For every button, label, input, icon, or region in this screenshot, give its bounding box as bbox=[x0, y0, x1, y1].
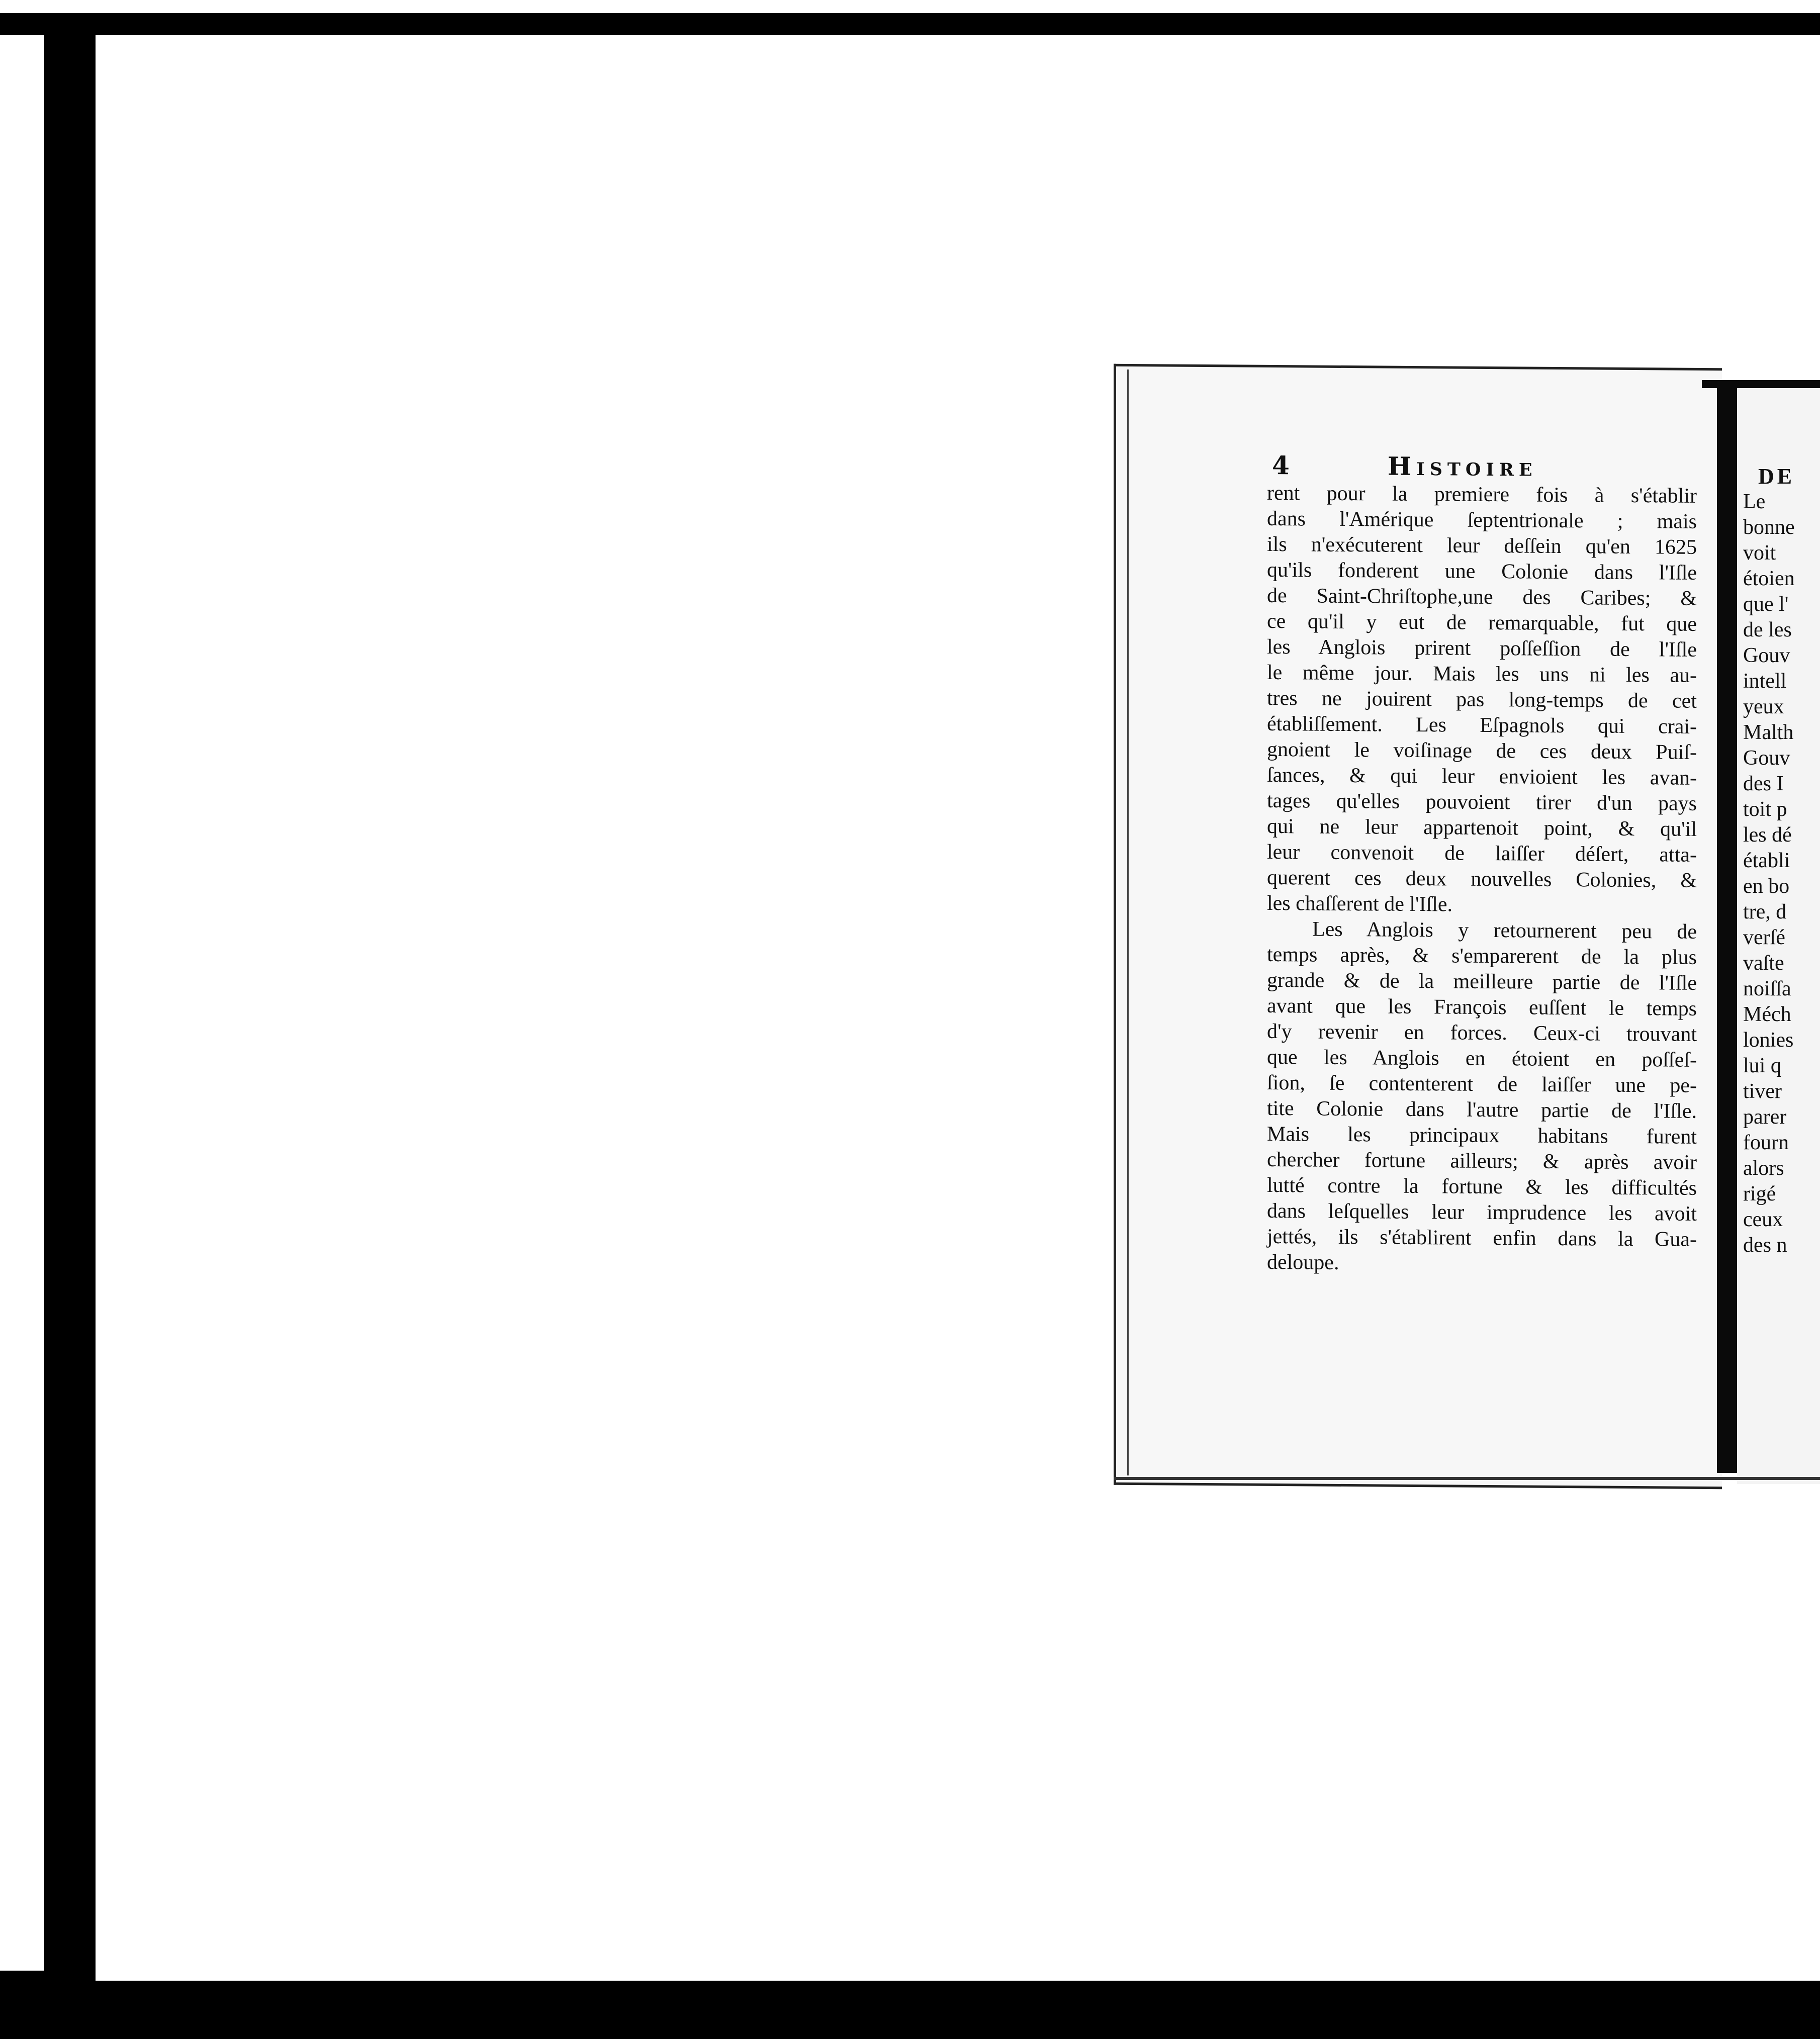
text-line: parer bbox=[1743, 1105, 1787, 1129]
text-line: Gouv bbox=[1743, 644, 1790, 667]
right-page-lines bbox=[1743, 489, 1820, 1258]
text-line: Le bbox=[1743, 490, 1766, 513]
page-number: 4 bbox=[1272, 450, 1290, 481]
text-line: tages qu'elles pouvoient tirer d'un pays bbox=[1267, 789, 1697, 815]
text-line: ce qu'il y eut de remarquable, fut que bbox=[1267, 609, 1697, 636]
text-line: temps après, & s'emparerent de la plus bbox=[1267, 943, 1697, 969]
text-line: leur convenoit de laiſſer déſert, atta- bbox=[1267, 840, 1697, 867]
text-line: ceux bbox=[1743, 1208, 1783, 1231]
text-line: vaſte bbox=[1743, 952, 1784, 975]
left-page bbox=[1114, 364, 1722, 1489]
text-line: Gouv bbox=[1743, 747, 1790, 770]
text-line: ſances, & qui leur envioient les avan- bbox=[1267, 763, 1697, 790]
body-text bbox=[1267, 481, 1697, 1278]
text-line: tres ne jouirent pas long-temps de cet bbox=[1267, 686, 1697, 713]
right-page-text bbox=[1743, 464, 1820, 1258]
left-margin-strip bbox=[0, 35, 44, 1971]
text-line: jettés, ils s'établirent enfin dans la Gua- bbox=[1267, 1225, 1697, 1251]
book-spine bbox=[1717, 382, 1737, 1473]
text-line: lui q bbox=[1743, 1054, 1781, 1077]
text-line: d'y revenir en forces. Ceux-ci trouvant bbox=[1267, 1020, 1697, 1046]
text-line: ils n'exécuterent leur deſſein qu'en 1625 bbox=[1267, 532, 1697, 559]
text-line: tite Colonie dans l'autre partie de l'Iſle. bbox=[1267, 1096, 1697, 1123]
text-line: Les Anglois y retournerent peu de bbox=[1312, 917, 1697, 944]
text-line: des I bbox=[1743, 772, 1784, 795]
text-line: des n bbox=[1743, 1234, 1787, 1257]
bottom-edge bbox=[1114, 1477, 1820, 1480]
text-line: avant que les François euſſent le temps bbox=[1267, 994, 1697, 1021]
text-line: dans l'Amérique ſeptentrionale ; mais bbox=[1267, 507, 1697, 533]
text-line: querent ces deux nouvelles Colonies, & bbox=[1267, 866, 1697, 892]
running-title: Histoire bbox=[1388, 451, 1537, 482]
text-line: lonies bbox=[1743, 1029, 1794, 1052]
text-line: voit bbox=[1743, 541, 1776, 565]
text-line: Mais les principaux habitans furent bbox=[1267, 1122, 1697, 1149]
text-line: en bo bbox=[1743, 875, 1790, 898]
text-line: yeux bbox=[1743, 695, 1784, 718]
text-line: les dé bbox=[1743, 823, 1792, 847]
text-line: fourn bbox=[1743, 1131, 1789, 1154]
top-border bbox=[0, 0, 1820, 13]
text-line: alors bbox=[1743, 1157, 1784, 1180]
paragraph-1 bbox=[1267, 481, 1697, 919]
text-line: Méch bbox=[1743, 1003, 1791, 1026]
text-line: le même jour. Mais les uns ni les au- bbox=[1267, 661, 1697, 687]
text-line: tiver bbox=[1743, 1080, 1782, 1103]
text-line: grande & de la meilleure partie de l'Iſle bbox=[1267, 968, 1697, 995]
text-line: les Anglois prirent poſſeſſion de l'Iſle bbox=[1267, 635, 1697, 662]
right-page bbox=[1737, 388, 1820, 1484]
text-line: que l' bbox=[1743, 593, 1789, 616]
book-spread bbox=[1114, 366, 1820, 1487]
text-line: lutté contre la fortune & les difficultés bbox=[1267, 1173, 1697, 1200]
text-line: de Saint-Chriſtophe,une des Caribes; & bbox=[1267, 584, 1697, 610]
text-line: établiſſement. Les Eſpagnols qui crai- bbox=[1267, 712, 1697, 738]
text-line: qui ne leur appartenoit point, & qu'il bbox=[1267, 814, 1697, 841]
text-line: verſé bbox=[1743, 926, 1785, 949]
text-line: qu'ils fonderent une Colonie dans l'Iſle bbox=[1267, 558, 1697, 585]
text-line: établi bbox=[1743, 849, 1790, 872]
text-line: bonne bbox=[1743, 516, 1795, 539]
text-line: les chaſſerent de l'Iſle. bbox=[1267, 891, 1453, 916]
text-line: tre, d bbox=[1743, 900, 1787, 923]
page-header bbox=[1272, 450, 1684, 482]
page-edge bbox=[1127, 369, 1129, 1475]
text-line: intell bbox=[1743, 670, 1787, 693]
text-line: noiſſa bbox=[1743, 977, 1791, 1000]
text-line: dans leſquelles leur imprudence les avoit bbox=[1267, 1199, 1697, 1226]
paragraph-2 bbox=[1267, 916, 1697, 1278]
right-page-header: DE bbox=[1758, 464, 1795, 489]
text-line: étoien bbox=[1743, 567, 1795, 590]
text-line: de les bbox=[1743, 618, 1792, 641]
text-line: rigé bbox=[1743, 1182, 1776, 1206]
text-line: toit p bbox=[1743, 798, 1787, 821]
text-line: Malth bbox=[1743, 721, 1794, 744]
text-line: ſion, ſe contenterent de laiſſer une pe- bbox=[1267, 1071, 1697, 1097]
text-line: que les Anglois en étoient en poſſeſ- bbox=[1267, 1045, 1697, 1072]
text-line: chercher fortune ailleurs; & après avoir bbox=[1267, 1148, 1697, 1174]
text-line: gnoient le voiſinage de ces deux Puiſ- bbox=[1267, 737, 1697, 764]
text-line: deloupe. bbox=[1267, 1250, 1339, 1274]
text-line: rent pour la premiere fois à s'établir bbox=[1267, 481, 1697, 508]
